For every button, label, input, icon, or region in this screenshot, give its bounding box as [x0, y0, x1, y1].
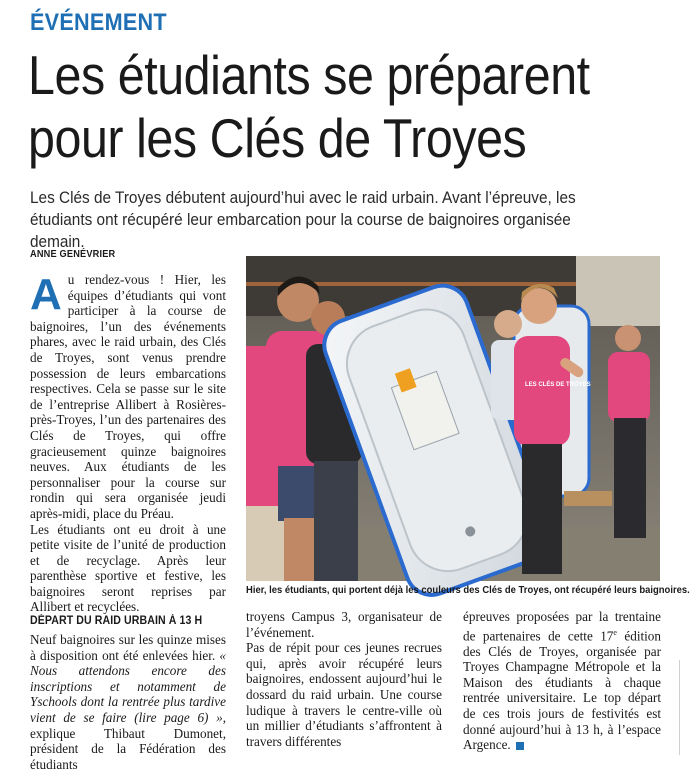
- body-paragraph-6-start: épreuves proposées par la trentaine de partenaires de cette 17: [463, 609, 661, 643]
- person-5-legs: [614, 418, 646, 538]
- person-5-head: [615, 325, 641, 351]
- photo-caption: Hier, les étudiants, qui portent déjà les couleurs des Clés de Troyes, ont récupéré leurs baignoires.: [246, 584, 690, 596]
- byline: ANNE GENÉVRIER: [30, 249, 116, 260]
- chapo: Les Clés de Troyes débutent aujourd’hui avec le raid urbain. Avant l’épreuve, les étudiants ont récupéré leur embarcation pour la course de baignoires organisée demain.: [30, 189, 576, 251]
- column-rule: [679, 660, 680, 755]
- person-3-head: [494, 310, 522, 338]
- body-paragraph-6-end: édition des Clés de Troyes, organisée par Troyes Champagne Métropole et la Maison des étudiants à chaque rentrée universitaire. Le top départ de ces trois jours de festivités est donné aujourd’hui à 13 h, à l’espace Argence.: [463, 627, 661, 753]
- body-paragraph-4: troyens Campus 3, organisateur de l’événement.: [246, 609, 442, 640]
- person-4-shirt: [514, 336, 570, 446]
- body-paragraph-1: u rendez-vous ! Hier, les équipes d’étudiants qui vont participer à la course de baignoires, l’un des événements phares, avec le raid urbain, des Clés de Troyes, sont venus prendre possession de leurs embarcations respectives. Cela se passe sur le site de l’entreprise Allibert à Rosières-près-Troyes, l’un des partenaires des Clés de Troyes, qui offre gracieusement quinze baignoires neuves. Aux étudiants de les personnaliser pour la course sur rondin qui sera organisée jeudi après-midi, place du Préau.: [30, 272, 226, 521]
- drop-cap: A: [30, 270, 62, 319]
- body-column-2: [246, 609, 442, 749]
- pallet: [564, 491, 612, 506]
- article-kicker: ÉVÉNEMENT: [30, 9, 167, 36]
- body-paragraph-3: [30, 632, 226, 772]
- article-photo: [246, 256, 660, 581]
- headline-line-1: Les étudiants se préparent: [28, 44, 590, 106]
- body-paragraph-3-start: Neuf baignoires sur les quinze mises à disposition ont été enlevées hier.: [30, 632, 226, 663]
- person-5-shirt: [608, 352, 650, 422]
- headline-line-2: pour les Clés de Troyes: [28, 107, 527, 169]
- ordinal-superscript: e: [613, 627, 617, 637]
- headline: [28, 44, 609, 170]
- person-2-legs: [314, 461, 358, 581]
- quote: « Nous attendons encore des inscriptions et notamment de Yschools dont la rentrée plus tardive vient de se faire (lire page 6) »: [30, 647, 226, 725]
- person-4-legs: [522, 444, 562, 574]
- body-paragraph-5: Pas de répit pour ces jeunes recrues qui, après avoir récupéré leurs baignoires, endossent aujourd’hui le dossard du raid urbain. Une course ludique à travers le centre-ville où un millier d’étudiants s’affrontent à travers différentes: [246, 640, 442, 749]
- subhead: DÉPART DU RAID URBAIN À 13 H: [30, 615, 203, 627]
- body-paragraph-2: Les étudiants ont eu droit à une petite visite de l’unité de production et de recyclage. Après leur parenthèse sportive et festive, les baignoires seront reprises par Allibert et recyclées.: [30, 521, 226, 615]
- photo-illustration: [246, 256, 660, 581]
- shirt-logo-text: LES CLÉS DE TROYES: [525, 382, 591, 388]
- body-column-1: [30, 272, 226, 615]
- body-paragraph-6: [463, 609, 661, 753]
- body-column-3: [463, 609, 661, 753]
- body-column-1-lower: [30, 632, 226, 772]
- end-mark-icon: [516, 742, 524, 750]
- body-paragraph-3-end: , explique Thibaut Dumonet, président de la Fédération des étudiants: [30, 709, 226, 772]
